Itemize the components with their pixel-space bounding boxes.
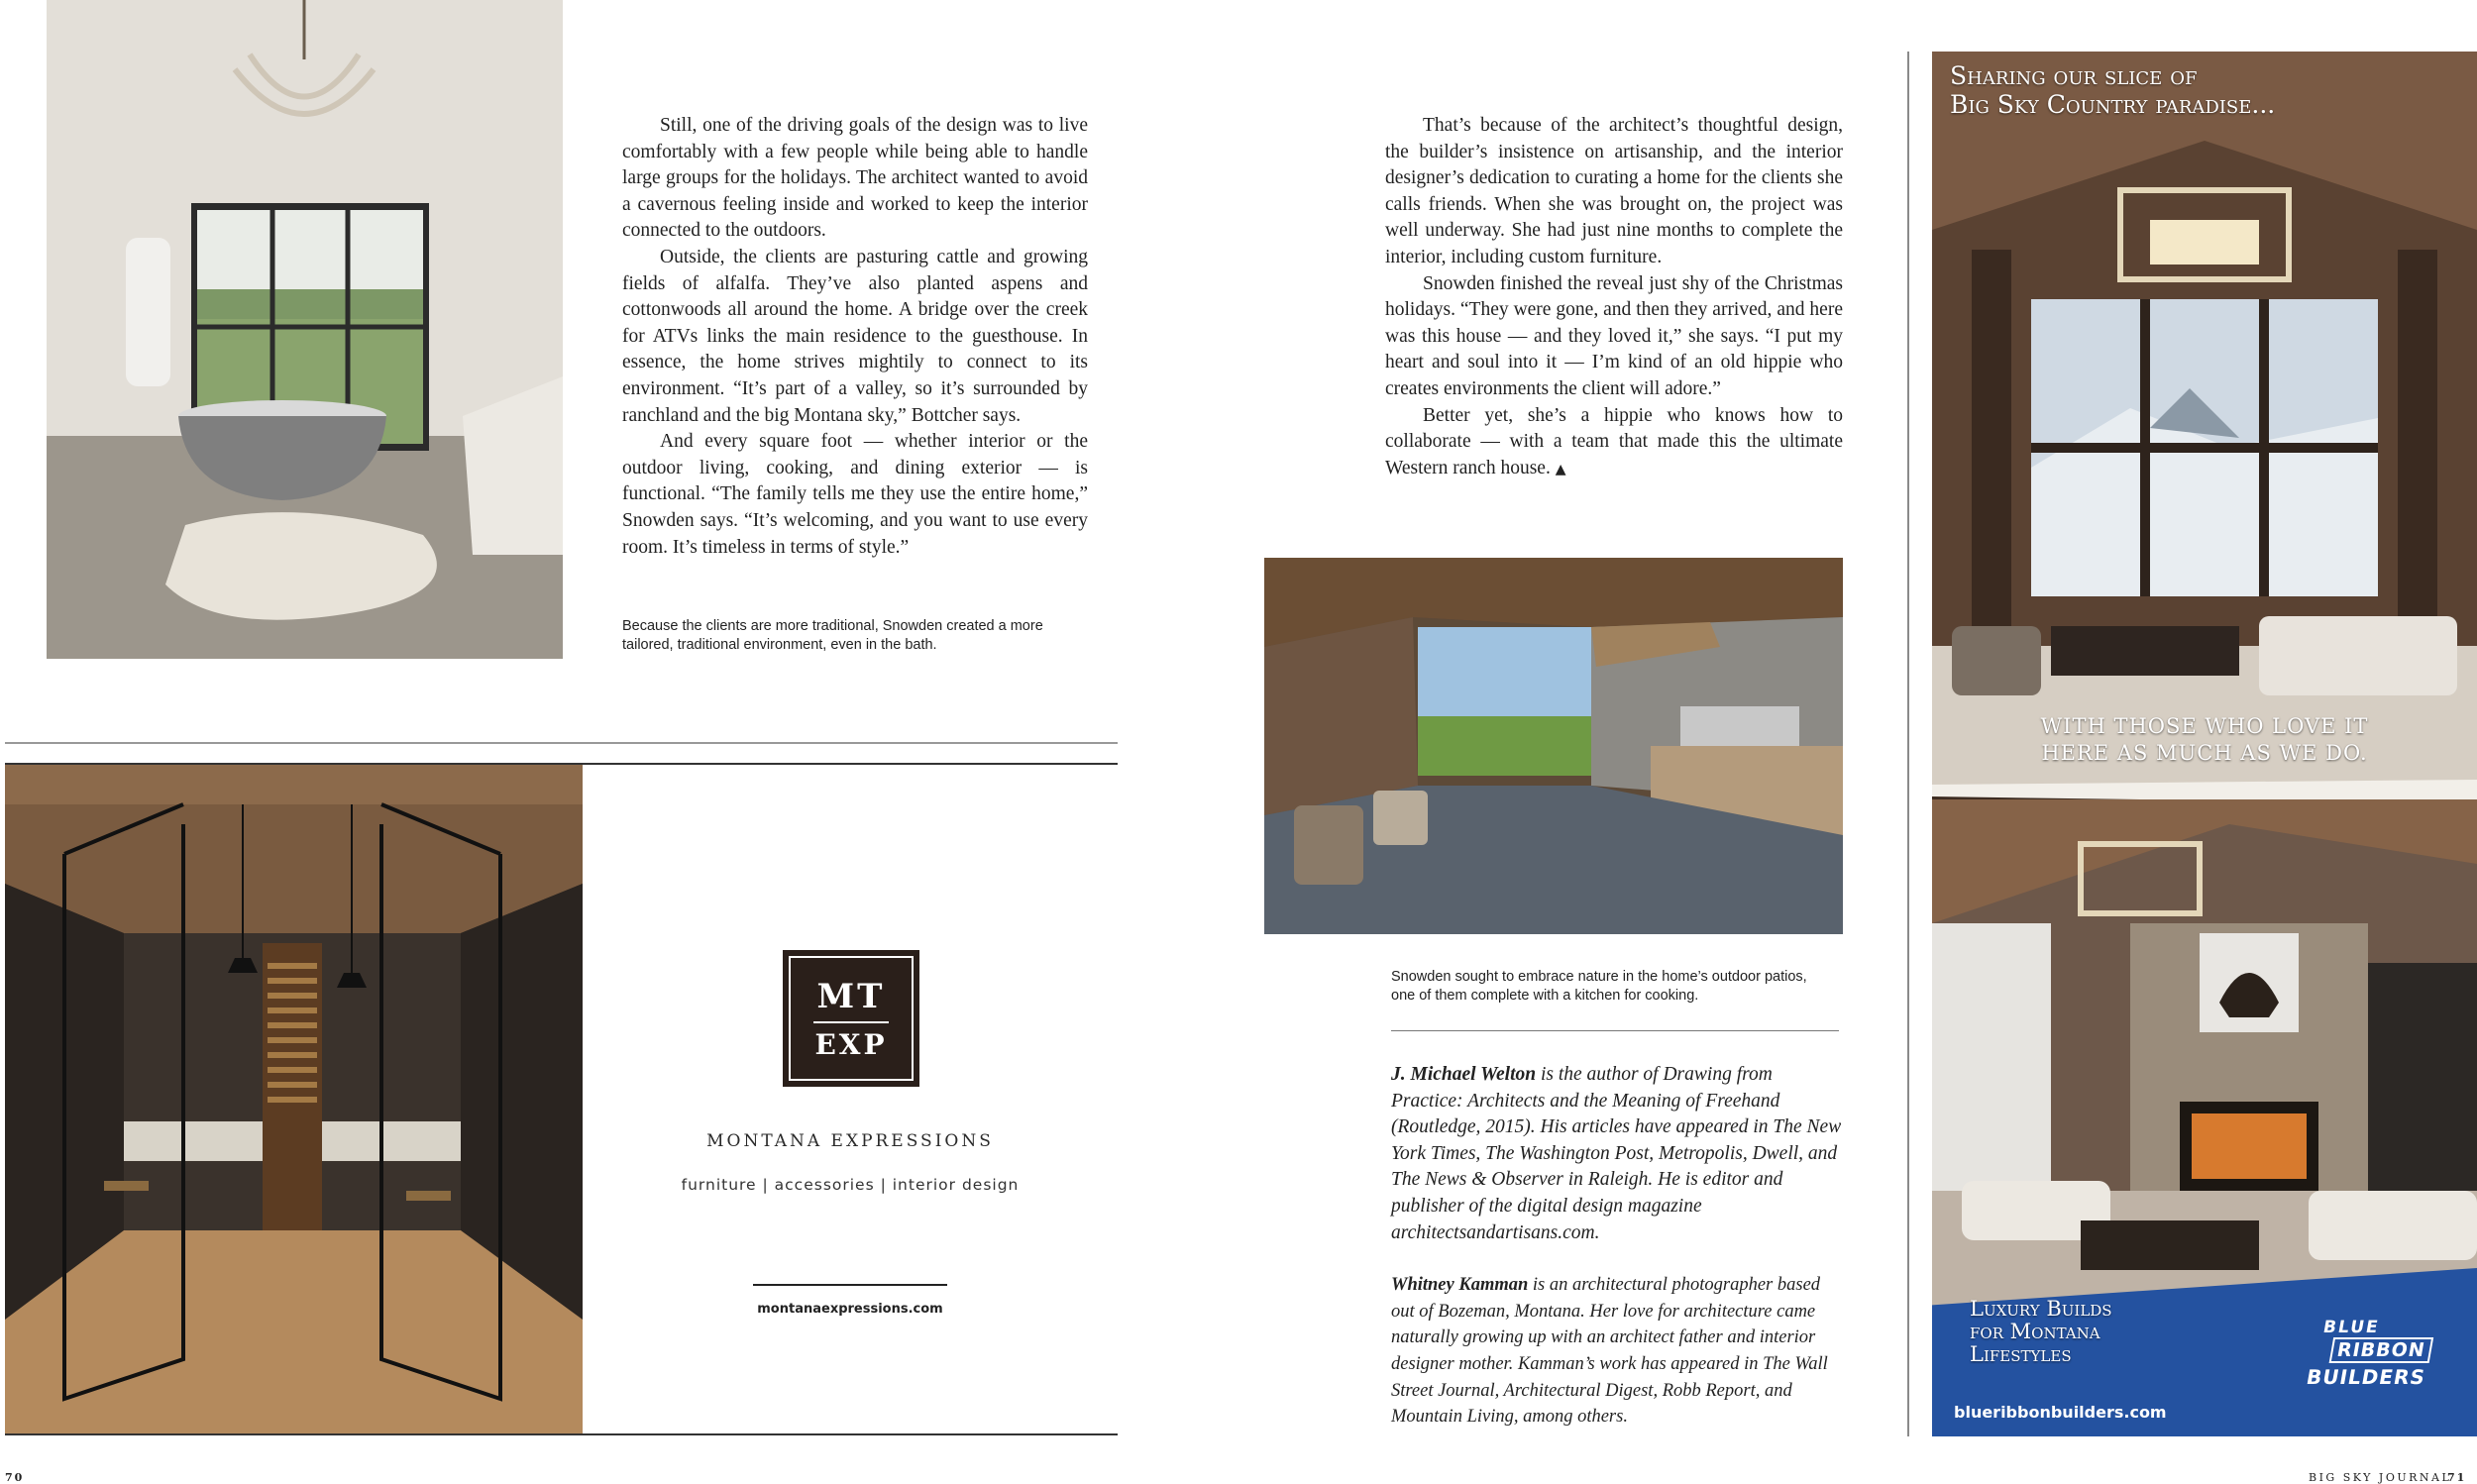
ad-midline: WITH THOSE WHO LOVE IT HERE AS MUCH AS WE DO.	[2040, 714, 2369, 765]
photographer-bio	[1391, 1272, 1843, 1431]
contributor-bios	[1391, 1062, 1843, 1456]
patio-photo-caption: Snowden sought to embrace nature in the home’s outdoor patios, one of them complete with a kitchen for cooking.	[1391, 969, 1807, 1004]
blue-ribbon-logo: BLUE RIBBON BUILDERS	[2294, 1318, 2465, 1393]
paragraph: Snowden finished the reveal just shy of the Christmas holidays. “They were gone, and then they arrived, and here was this house — and they loved it,” she says. “I put my heart and soul into it — I’m kind of an old hippie who creates environments the client will adore.”	[1385, 272, 1843, 399]
paragraph: Outside, the clients are pasturing cattle and growing fields of alfalfa. They’ve also planted aspens and cottonwoods all around the home. A bridge over the creek for ATVs links the main residence to the guesthouse. In essence, the home strives mightily to connect to its environment. “It’s part of a valley, so it’s surrounded by ranchland and the big Montana sky,” Bottcher says.	[622, 246, 1088, 426]
photographer-bio-text: is an architectural photographer based out of Bozeman, Montana. Her love for architecture came naturally growing up with an architect father and interior designer mother. Kamman’s work has appeared in The Wall Street Journal, Architectural Digest, Robb Report, and Mountain Living, among others.	[1391, 1275, 1828, 1428]
ad-brand-name: MONTANA EXPRESSIONS	[706, 1131, 994, 1151]
paragraph: Still, one of the driving goals of the design was to live comfortably with a few people while being able to handle large groups for the holidays. The architect wanted to avoid a cavernous feeling inside and worked to keep the interior connected to the outdoors.	[622, 115, 1088, 242]
ad-tagline: furniture | accessories | interior design	[681, 1176, 1020, 1194]
bath-photo-caption: Because the clients are more traditional, Snowden created a more tailored, traditional environment, even in the bath.	[622, 618, 1043, 653]
wine-room-photo	[5, 765, 583, 1433]
paragraph: That’s because of the architect’s thoughtful design, the builder’s insistence on artisanship, and the interior designer’s dedication to curating a home for the clients she calls friends. When she was brought on, the project was well underway. She had just nine months to complete the interior, including custom furniture.	[1385, 115, 1843, 267]
ad-divider-rule	[1907, 52, 1909, 1436]
patio-photo	[1264, 558, 1843, 934]
paragraph: Better yet, she’s a hippie who knows how to collaborate — with a team that made this the ultimate Western ranch house. ▲	[1385, 404, 1843, 478]
logo-text-exp: EXP	[814, 1028, 888, 1061]
right-article-column	[1385, 113, 1843, 482]
ad-footer-text: Luxury Builds for Montana Lifestyles	[1970, 1297, 2112, 1366]
page-number-left: 70	[5, 1471, 25, 1484]
blue-ribbon-builders-ad[interactable]	[1932, 52, 2477, 1436]
end-mark-icon: ▲	[1555, 461, 1566, 477]
page-number-right: 71	[2447, 1471, 2467, 1484]
left-article-column	[622, 113, 1088, 561]
bath-photo	[47, 0, 563, 659]
ad-top-rule	[5, 742, 1118, 744]
ad-frame-bottom	[5, 1433, 1118, 1435]
author-name: J. Michael Welton	[1391, 1064, 1537, 1085]
ad-url[interactable]: montanaexpressions.com	[757, 1302, 943, 1317]
montana-expressions-ad[interactable]	[583, 765, 1118, 1433]
ad-headline: Sharing our slice of Big Sky Country paradise...	[1950, 61, 2276, 119]
ad-url[interactable]: blueribbonbuilders.com	[1954, 1403, 2167, 1422]
paragraph: And every square foot — whether interior or the outdoor living, cooking, and dining exterior — is functional. “The family tells me they use the entire home,” Snowden says. “It’s welcoming, and you want to use every room. It’s timeless in terms of style.”	[622, 431, 1088, 558]
mt-exp-logo	[783, 950, 919, 1087]
photographer-name: Whitney Kamman	[1391, 1275, 1529, 1296]
ad-url-rule	[753, 1284, 947, 1286]
journal-title: BIG SKY JOURNAL	[2309, 1471, 2452, 1484]
author-bio-text: is the author of Drawing from Practice: Architects and the Meaning of Freehand (Routledge, 2015). His articles have appeared in The New York Times, The Washington Post, Metropolis, Dwell, and The News & Observer in Raleigh. He is editor and publisher of the digital design magazine architectsandartisans.com.	[1391, 1064, 1842, 1243]
bio-rule	[1391, 1030, 1839, 1031]
logo-text-mt: MT	[816, 977, 886, 1016]
author-bio	[1391, 1062, 1843, 1246]
